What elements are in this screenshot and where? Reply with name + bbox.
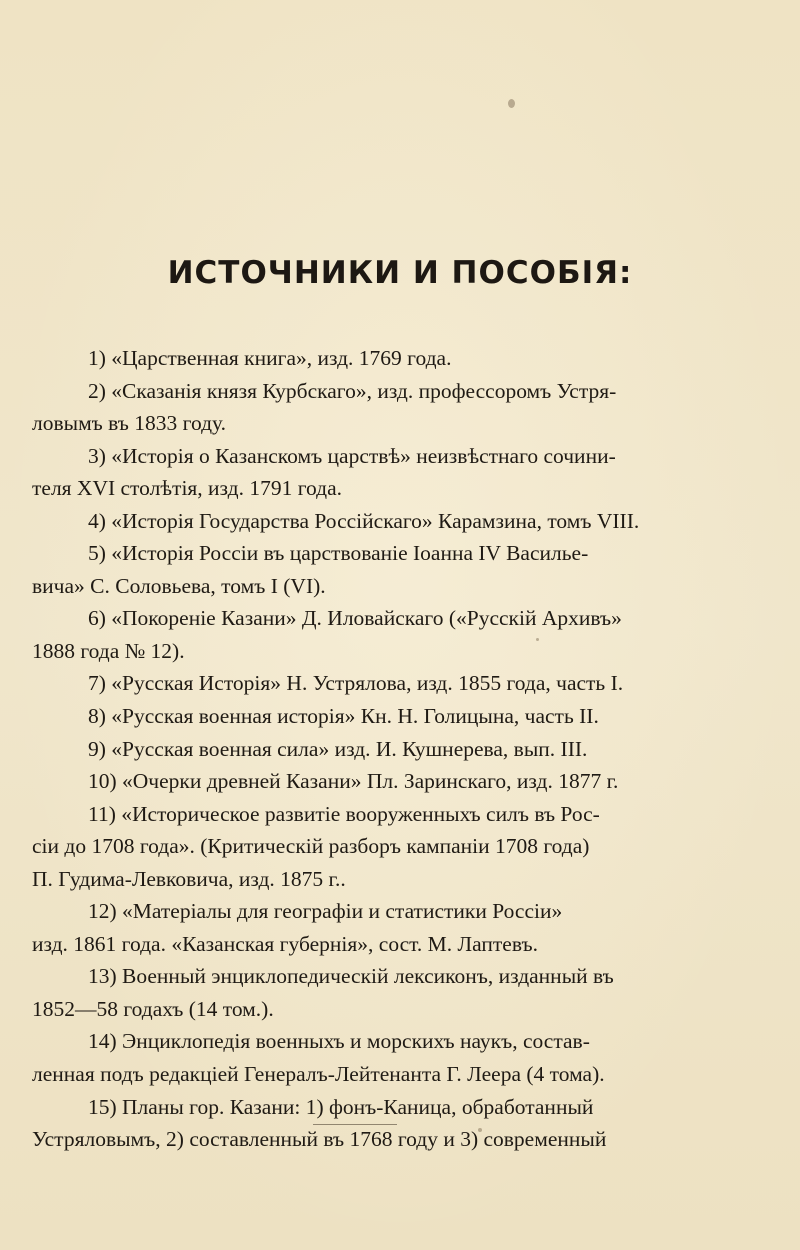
footer-rule <box>313 1124 397 1125</box>
sources-list <box>32 342 710 1156</box>
text-line: ленная подъ редакціей Генералъ-Лейтенанта Г. Леера (4 тома). <box>32 1062 605 1087</box>
text-line: 13) Военный энциклопедическій лексиконъ, изданный въ <box>88 964 614 989</box>
text-line: 1852—58 годахъ (14 том.). <box>32 996 274 1021</box>
text-line: 12) «Матеріалы для географіи и статистики Россіи» <box>88 899 563 924</box>
text-line: П. Гудима-Левковича, изд. 1875 г.. <box>32 866 346 891</box>
text-line: Устряловымъ, 2) составленный въ 1768 году и 3) современный <box>32 1127 607 1152</box>
text-line: 1888 года № 12). <box>32 638 185 663</box>
text-line: 15) Планы гор. Казани: 1) фонъ-Каница, обработанный <box>88 1094 594 1119</box>
text-line: 14) Энциклопедія военныхъ и морскихъ наукъ, состав- <box>88 1029 590 1054</box>
text-line: 4) «Исторія Государства Россійскаго» Карамзина, томъ VIII. <box>88 508 640 533</box>
ink-spot <box>508 99 515 108</box>
text-line: 5) «Исторія Россіи въ царствованіе Іоанна IV Василье- <box>88 541 589 566</box>
page-title: ИСТОЧНИКИ И ПОСОБІЯ: <box>167 255 633 291</box>
text-line: изд. 1861 года. «Казанская губернія», сост. М. Лаптевъ. <box>32 931 538 956</box>
text-line: 7) «Русская Исторія» Н. Устрялова, изд. 1855 года, часть I. <box>88 671 624 696</box>
text-line: ловымъ въ 1833 году. <box>32 411 226 436</box>
text-line: 3) «Исторія о Казанскомъ царствѣ» неизвѣстнаго сочини- <box>88 443 616 468</box>
text-line: 1) «Царственная книга», изд. 1769 года. <box>88 346 452 370</box>
text-line: 11) «Историческое развитіе вооруженныхъ силъ въ Рос- <box>88 801 600 826</box>
text-line: сіи до 1708 года». (Критическій разборъ кампаніи 1708 года) <box>32 834 590 859</box>
text-line: 10) «Очерки древней Казани» Пл. Заринскаго, изд. 1877 г. <box>88 769 619 794</box>
text-line: вича» С. Соловьева, томъ I (VI). <box>32 573 326 598</box>
text-line: теля XVI столѣтія, изд. 1791 года. <box>32 476 342 501</box>
text-line: 9) «Русская военная сила» изд. И. Кушнерева, вып. III. <box>88 736 588 761</box>
text-line: 6) «Покореніе Казани» Д. Иловайскаго («Русскій Архивъ» <box>88 606 622 631</box>
text-line: 8) «Русская военная исторія» Кн. Н. Голицына, часть II. <box>88 704 599 729</box>
text-line: 2) «Сказанія князя Курбскаго», изд. профессоромъ Устря- <box>88 378 617 403</box>
